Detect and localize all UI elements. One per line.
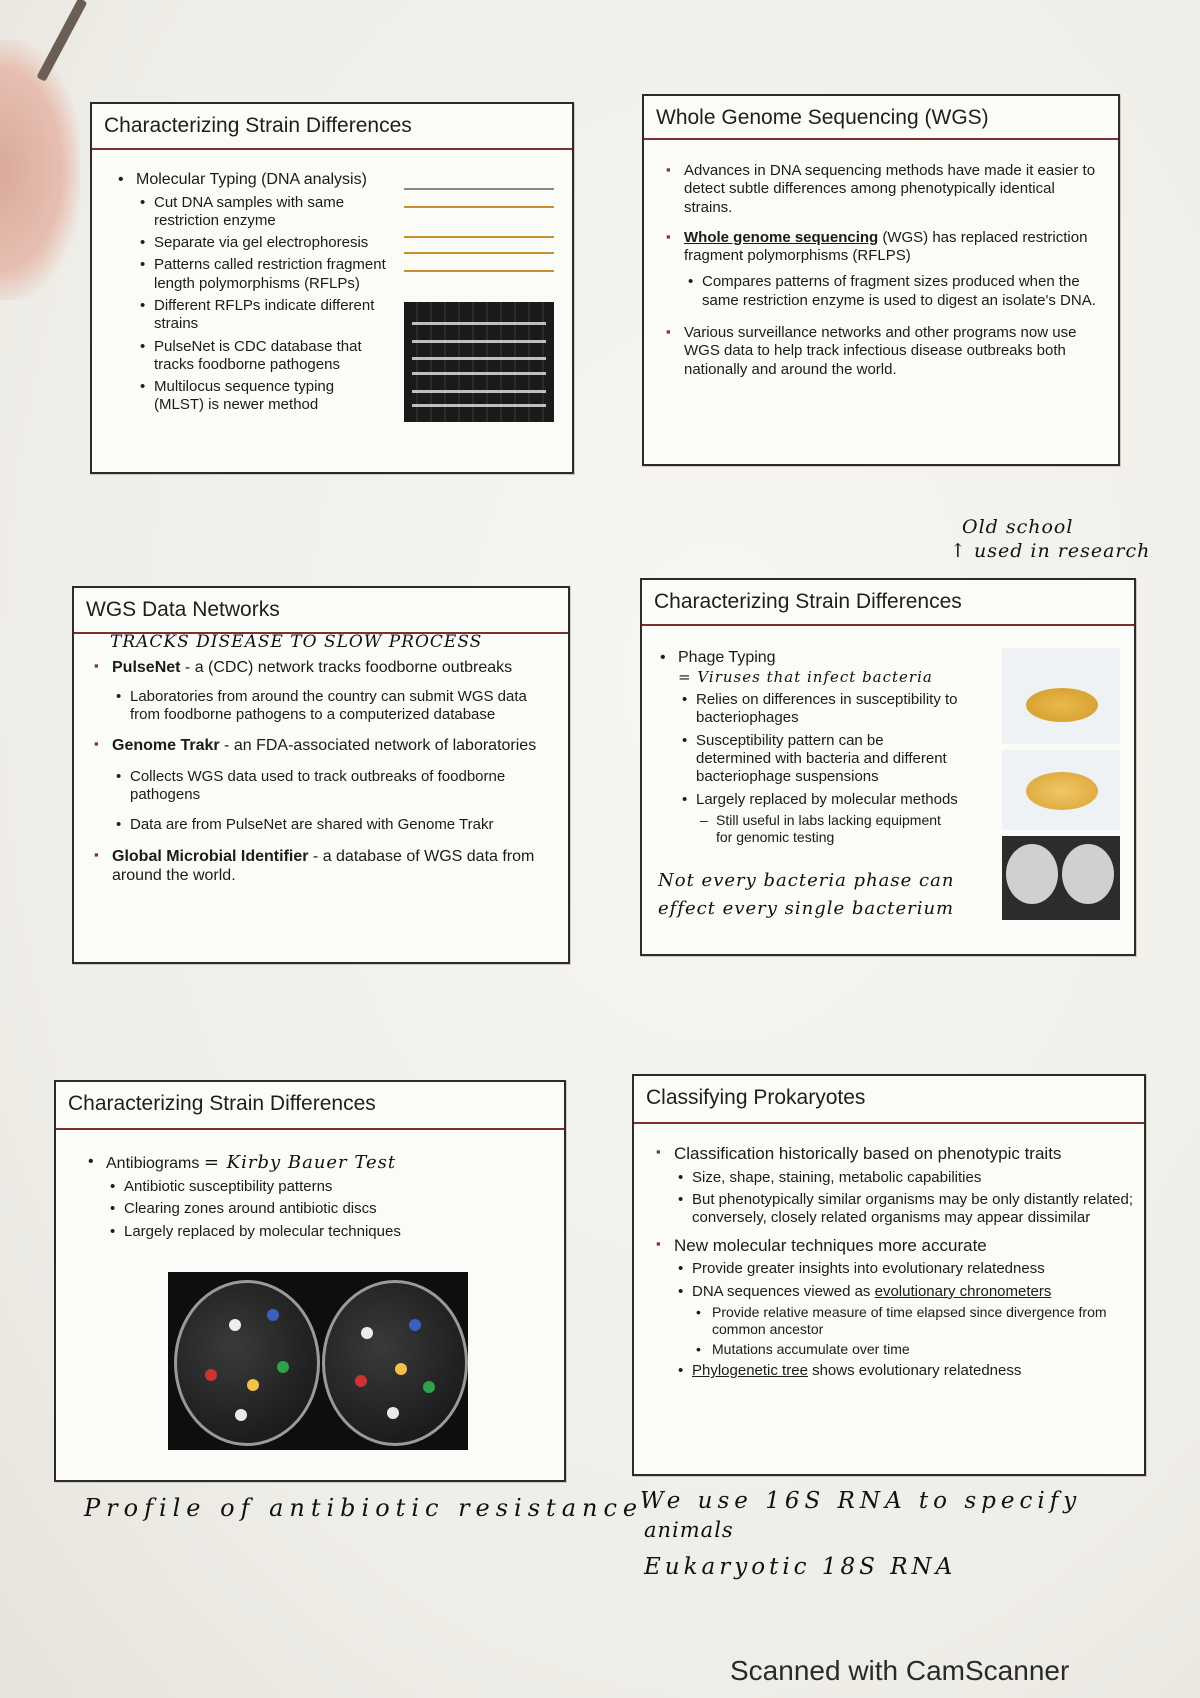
restriction-map-figure — [404, 166, 554, 286]
bullet-text: shows evolutionary relatedness — [807, 1362, 1022, 1380]
underlined-term: evolutionary chronometers — [874, 1282, 1052, 1300]
bullet: ▪ Various surveillance networks and other programs now use WGS data to help track infectious disease outbreaks both nationally and around the world. — [666, 324, 1096, 379]
slide-phage-typing — [640, 578, 1136, 956]
bullet: • Largely replaced by molecular methods — [680, 791, 960, 809]
bullet-bold: PulseNet — [112, 659, 181, 676]
underlined-term: Phylogenetic tree — [692, 1362, 808, 1380]
slide-bullets — [666, 162, 1096, 379]
handwritten-note: Not every bacteria phase can — [658, 870, 955, 891]
antibiogram-plates-photo — [168, 1272, 468, 1450]
bullet: • Clearing zones around antibiotic discs — [108, 1200, 540, 1218]
slide-title: Classifying Prokaryotes — [646, 1086, 866, 1109]
slide-classifying-prokaryotes — [632, 1074, 1146, 1476]
title-rule — [92, 148, 572, 150]
slide-title: WGS Data Networks — [86, 598, 280, 621]
handwritten-annotation: = Kirby Bauer Test — [203, 1152, 397, 1173]
bullet: • Collects WGS data used to track outbreaks of foodborne pathogens — [114, 768, 554, 805]
handwritten-text: used in research — [973, 540, 1151, 562]
bullet: • But phenotypically similar organisms may be only distantly related; conversely, closely related organisms may appear dissimilar — [676, 1191, 1136, 1228]
slide-rflp-typing — [90, 102, 574, 474]
handwritten-note: Eukaryotic 18S RNA — [644, 1554, 957, 1580]
slide-title: Characterizing Strain Differences — [68, 1092, 376, 1115]
wgs-term: Whole genome sequencing — [684, 228, 879, 246]
bullet: • Antibiotic susceptibility patterns — [108, 1178, 540, 1196]
handwritten-annotation: = Viruses that infect bacteria — [678, 667, 933, 686]
bullet-text: (WGS) has replaced restriction fragment polymorphisms (RFLPS) — [684, 228, 1088, 265]
slide-title: Characterizing Strain Differences — [654, 590, 962, 613]
bullet — [94, 847, 554, 886]
phage-plate-figure — [1002, 750, 1120, 830]
slide-bullets — [94, 658, 554, 886]
scan-watermark: Scanned with CamScanner — [730, 1655, 1070, 1686]
bullet: • Largely replaced by molecular techniques — [108, 1223, 540, 1241]
bullet: • Cut DNA samples with same restriction enzyme — [138, 194, 388, 231]
bullet: • Provide greater insights into evolutionary relatedness — [676, 1260, 1136, 1278]
bullet: ▪ New molecular techniques more accurate — [656, 1236, 1136, 1257]
slide-wgs-data-networks — [72, 586, 570, 964]
slide-bullets — [656, 1144, 1136, 1380]
bullet-text: - an FDA-associated network of laboratories — [219, 737, 537, 755]
bullet: • Size, shape, staining, metabolic capabilities — [676, 1169, 1136, 1187]
bullet — [666, 229, 1096, 266]
handwritten-note-old-school: Old school — [962, 516, 1074, 538]
slide-title: Characterizing Strain Differences — [104, 114, 412, 137]
bullet: • Multilocus sequence typing (MLST) is newer method — [138, 378, 388, 415]
bullet: • PulseNet is CDC database that tracks foodborne pathogens — [138, 338, 388, 375]
bullet-text: Phage Typing — [678, 649, 776, 666]
bullet — [94, 736, 554, 756]
bullet: • Different RFLPs indicate different strains — [138, 297, 388, 334]
slide-title: Whole Genome Sequencing (WGS) — [656, 106, 989, 129]
bullet: ▪ Advances in DNA sequencing methods have made it easier to detect subtle differences among phenotypically identical strains. — [666, 162, 1096, 217]
bullet: • Compares patterns of fragment sizes produced when the same restriction enzyme is used to digest an isolate's DNA. — [686, 273, 1096, 310]
title-rule — [634, 1122, 1144, 1124]
bullet: • Laboratories from around the country can submit WGS data from foodborne pathogens to a computerized database — [114, 688, 554, 725]
bullet-bold: Global Microbial Identifier — [112, 847, 309, 865]
bullet: • Separate via gel electrophoresis — [138, 234, 388, 252]
bullet — [676, 1362, 1136, 1380]
bullet: ▪ Classification historically based on phenotypic traits — [656, 1144, 1136, 1165]
bullet — [676, 1283, 1136, 1301]
title-rule — [642, 624, 1134, 626]
bullet: • Patterns called restriction fragment length polymorphisms (RFLPs) — [138, 256, 388, 293]
handwritten-note: Profile of antibiotic resistance — [84, 1494, 644, 1522]
bullet-text: - a (CDC) network tracks foodborne outbreaks — [180, 659, 513, 676]
bullet — [88, 1152, 540, 1174]
slide-whole-genome-sequencing — [642, 94, 1120, 466]
bullet: • Molecular Typing (DNA analysis) — [118, 170, 388, 190]
slide-bullets — [660, 648, 960, 846]
bullet: • Data are from PulseNet are shared with Genome Trakr — [114, 816, 554, 834]
handwritten-note: animals — [644, 1518, 734, 1542]
bullet: • Susceptibility pattern can be determined with bacteria and different bacteriophage suspensions — [680, 732, 960, 787]
bullet — [94, 658, 554, 678]
slide-bullets — [130, 170, 388, 415]
bullet-bold: Genome Trakr — [112, 737, 220, 755]
phage-plaque-photo — [1002, 836, 1120, 920]
phage-plate-figure — [1002, 648, 1120, 744]
handwritten-note-used-in-research: ↑ used in research — [950, 540, 1151, 562]
bullet-text: Antibiograms — [106, 1155, 200, 1172]
slide-bullets — [100, 1152, 540, 1241]
handwritten-annotation: TRACKS DISEASE TO SLOW PROCESS — [110, 632, 483, 652]
handwritten-note: We use 16S RNA to specify — [640, 1488, 1082, 1514]
title-rule — [644, 138, 1118, 140]
bullet: • Relies on differences in susceptibility to bacteriophages — [680, 691, 960, 728]
bullet-text: - a database of WGS data from around the world. — [112, 847, 535, 885]
bullet — [660, 648, 960, 687]
bullet: • Mutations accumulate over time — [696, 1341, 1136, 1358]
slide-antibiograms — [54, 1080, 566, 1482]
bullet-text: DNA sequences viewed as — [692, 1282, 875, 1300]
handwritten-note: effect every single bacterium — [658, 898, 955, 919]
bullet: • Provide relative measure of time elapsed since divergence from common ancestor — [696, 1304, 1136, 1338]
bullet: – Still useful in labs lacking equipment for genomic testing — [700, 812, 960, 846]
title-rule — [56, 1128, 564, 1130]
gel-electrophoresis-image — [404, 302, 554, 422]
